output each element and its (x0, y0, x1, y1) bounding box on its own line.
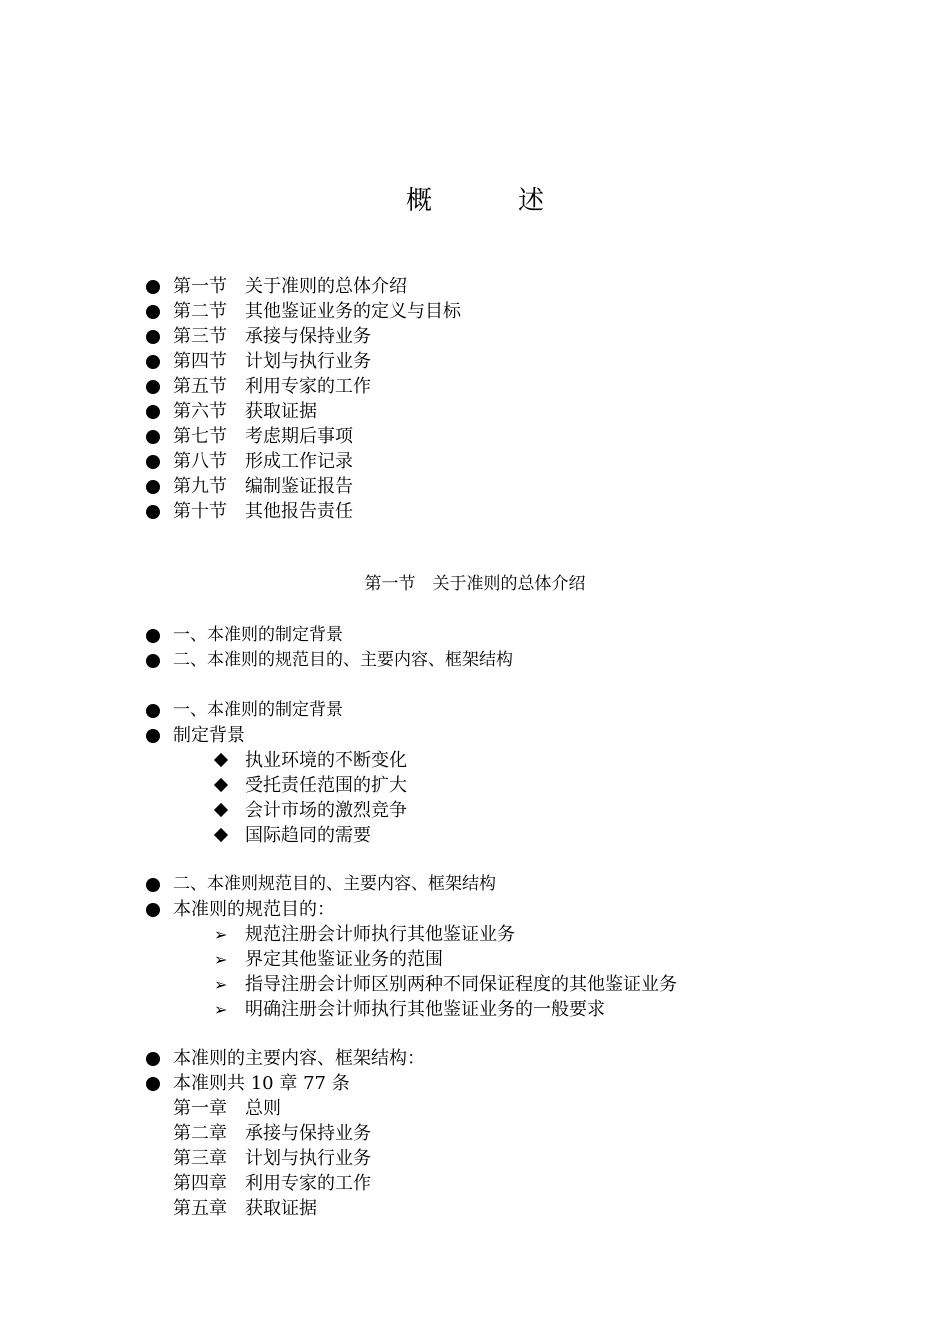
bullet-icon (146, 704, 160, 718)
bullet-icon (146, 729, 160, 743)
bullet-icon (146, 654, 160, 668)
page-title: 概 述 (405, 186, 574, 216)
bullet-icon (146, 505, 160, 519)
bullet-icon (146, 405, 160, 419)
arrow-bullet-icon: ➢ (214, 1000, 228, 1019)
bullet-icon (146, 280, 160, 294)
diamond-bullet-icon (214, 753, 228, 767)
bullet-icon (146, 355, 160, 369)
bullet-icon (146, 305, 160, 319)
bullet-icon (146, 903, 160, 917)
bullet-icon (146, 380, 160, 394)
bullet-icon (146, 629, 160, 643)
arrow-bullet-icon: ➢ (214, 925, 228, 944)
bullet-icon (146, 1077, 160, 1091)
bullet-icon (146, 480, 160, 494)
diamond-bullet-icon (214, 828, 228, 842)
arrow-bullet-icon: ➢ (214, 950, 228, 969)
arrow-bullet-icon: ➢ (214, 975, 228, 994)
diamond-bullet-icon (214, 778, 228, 792)
bullet-icon (146, 1052, 160, 1066)
section-title: 第一节 关于准则的总体介绍 (364, 574, 586, 594)
bullet-icon (146, 330, 160, 344)
bullet-icon (146, 878, 160, 892)
bullet-icon (146, 430, 160, 444)
diamond-bullet-icon (214, 803, 228, 817)
bullet-icon (146, 455, 160, 469)
